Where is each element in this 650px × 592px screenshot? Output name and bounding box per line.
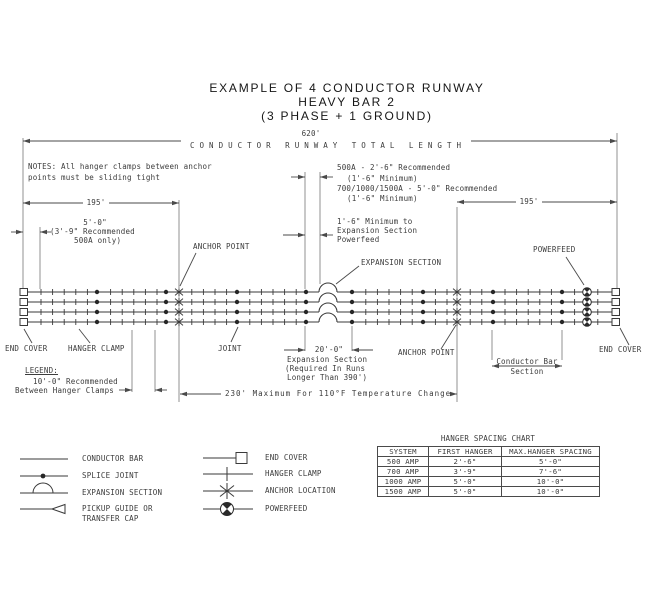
dim-bar-section-line1: Conductor Bar [496, 357, 558, 366]
expansion-arc [319, 303, 337, 312]
legend-pickup-guide-symbol [52, 505, 65, 514]
splice-joint [304, 320, 308, 324]
splice-joint [350, 290, 354, 294]
dim-first-hanger-line1: 5'-0" [83, 218, 107, 227]
dim-bar-section-line2: Section [510, 367, 544, 376]
table-cell: 1000 AMP [378, 477, 429, 487]
dimension-arrow [298, 175, 305, 179]
table-cell: 5'-0" [502, 457, 600, 467]
leader-line [231, 327, 238, 342]
dim-expansion-min-line3: Powerfeed [337, 235, 380, 244]
dimension-arrow [457, 200, 464, 204]
leader-line [620, 328, 629, 345]
splice-joint [350, 300, 354, 304]
notes-line1: NOTES: All hanger clamps between anchor [28, 162, 212, 171]
dim-powerfeed-line1: 500A - 2'-6" Recommended [337, 163, 451, 172]
splice-joint [95, 300, 99, 304]
end-cover [20, 289, 28, 296]
splice-joint [350, 310, 354, 314]
dimension-arrow [320, 175, 327, 179]
table-header-row [378, 447, 600, 457]
dim-powerfeed-line2: (1'-6" Minimum) [347, 174, 418, 183]
splice-joint [421, 310, 425, 314]
splice-joint [95, 310, 99, 314]
table-cell: 7'-6" [502, 467, 600, 477]
splice-joint [421, 320, 425, 324]
legend-label-expansion-section: EXPANSION SECTION [82, 488, 163, 497]
legend-end-cover-symbol [236, 453, 247, 464]
dim-expansion-value: 20'-0" [314, 345, 344, 354]
end-cover [20, 309, 28, 316]
table-row [378, 477, 600, 487]
callout-anchor-point-right: ANCHOR POINT [398, 348, 455, 357]
end-cover [612, 319, 620, 326]
splice-joint [164, 300, 168, 304]
legend-label-end-cover: END COVER [265, 453, 308, 462]
splice-joint [560, 320, 564, 324]
splice-joint [164, 320, 168, 324]
table-header-cell: SYSTEM [378, 447, 429, 457]
table-cell: 700 AMP [378, 467, 429, 477]
dim-first-hanger-line3: 500A only) [74, 236, 122, 245]
splice-joint [95, 320, 99, 324]
dim-expansion-min-line1: 1'-6" Minimum to [337, 217, 413, 226]
callout-hanger-clamp: HANGER CLAMP [68, 344, 125, 353]
callout-expansion-section: EXPANSION SECTION [361, 258, 442, 267]
splice-joint [304, 300, 308, 304]
splice-joint [560, 300, 564, 304]
splice-joint [421, 300, 425, 304]
leader-line [336, 266, 359, 284]
dim-expansion-min-line2: Expansion Section [337, 226, 418, 235]
legend-label-hanger-clamp: HANGER CLAMP [265, 469, 322, 478]
hanger-spacing-table [377, 446, 600, 497]
leader-line [24, 329, 32, 343]
dimension-arrow [352, 348, 359, 352]
legend-note-line2: Between Hanger Clamps [15, 386, 115, 395]
table-cell: 3'-9" [429, 467, 502, 477]
end-cover [20, 299, 28, 306]
splice-joint [491, 300, 495, 304]
splice-joint [235, 310, 239, 314]
legend-note-line1: 10'-0" Recommended [33, 377, 118, 386]
callout-powerfeed: POWERFEED [533, 245, 576, 254]
dim-max-run: 230' Maximum For 110°F Temperature Change [225, 389, 452, 398]
table-row [378, 457, 600, 467]
table-header-cell: MAX.HANGER SPACING [502, 447, 600, 457]
end-cover [20, 319, 28, 326]
splice-joint [491, 310, 495, 314]
dim-powerfeed-line3: 700/1000/1500A - 5'-0" Recommended [337, 184, 498, 193]
table-cell: 5'-0" [429, 477, 502, 487]
end-cover [612, 289, 620, 296]
dim-expansion-note-line1: Expansion Section [287, 355, 368, 364]
dimension-arrow [172, 201, 179, 205]
dimension-arrow [16, 230, 23, 234]
dimension-arrow [298, 348, 305, 352]
legend-label-pickup-line1: PICKUP GUIDE OR [82, 504, 153, 513]
legend-label-powerfeed: POWERFEED [265, 504, 308, 513]
legend-expansion-section-symbol [33, 483, 53, 493]
end-cover [612, 309, 620, 316]
dimension-arrow [610, 200, 617, 204]
notes-line2: points must be sliding tight [28, 173, 161, 182]
expansion-arc [319, 283, 337, 292]
table-cell: 10'-0" [502, 477, 600, 487]
expansion-arc [319, 293, 337, 302]
splice-joint [304, 310, 308, 314]
legend-label-pickup-line2: TRANSFER CAP [82, 514, 139, 523]
dimension-arrow [23, 201, 30, 205]
legend-label-splice-joint: SPLICE JOINT [82, 471, 139, 480]
splice-joint [235, 290, 239, 294]
leader-line [441, 325, 456, 349]
legend-label-conductor-bar: CONDUCTOR BAR [82, 454, 144, 463]
dimension-arrow [125, 388, 132, 392]
dimension-arrow [298, 233, 305, 237]
table-cell: 5'-0" [429, 487, 502, 497]
callout-joint: JOINT [218, 344, 242, 353]
splice-joint [491, 290, 495, 294]
dim-total-label: CONDUCTOR RUNWAY TOTAL LENGTH [190, 141, 466, 150]
expansion-arc [319, 313, 337, 322]
dimension-arrow [180, 392, 187, 396]
leader-line [79, 329, 90, 343]
table-cell: 1500 AMP [378, 487, 429, 497]
splice-joint [95, 290, 99, 294]
drawing-title-line3: (3 PHASE + 1 GROUND) [261, 109, 433, 123]
table-row [378, 467, 600, 477]
dimension-arrow [610, 139, 617, 143]
splice-joint [164, 310, 168, 314]
splice-joint [304, 290, 308, 294]
end-cover [612, 299, 620, 306]
table-cell: 500 AMP [378, 457, 429, 467]
splice-joint [350, 320, 354, 324]
legend-label-anchor-location: ANCHOR LOCATION [265, 486, 336, 495]
callout-end-cover-left: END COVER [5, 344, 48, 353]
leader-line [180, 253, 196, 286]
legend-note-title: LEGEND: [25, 366, 59, 375]
leader-line [566, 257, 584, 285]
callout-anchor-point-left: ANCHOR POINT [193, 242, 250, 251]
table-cell: 10'-0" [502, 487, 600, 497]
splice-joint [560, 310, 564, 314]
splice-joint [164, 290, 168, 294]
dim-expansion-note-line2: (Required In Runs [285, 364, 366, 373]
dim-left-run: 195' [86, 198, 106, 207]
legend-splice-joint-symbol [41, 474, 46, 479]
dim-right-run: 195' [519, 197, 539, 206]
table-title: HANGER SPACING CHART [440, 434, 536, 443]
dim-expansion-note-line3: Longer Than 390') [287, 373, 368, 382]
splice-joint [235, 320, 239, 324]
dimension-arrow [320, 233, 327, 237]
dimension-arrow [155, 388, 162, 392]
splice-joint [421, 290, 425, 294]
dimension-arrow [23, 139, 30, 143]
table-header-cell: FIRST HANGER [429, 447, 502, 457]
table-row [378, 487, 600, 497]
splice-joint [560, 290, 564, 294]
dim-first-hanger-line2: (3'-9" Recommended [50, 227, 135, 236]
splice-joint [491, 320, 495, 324]
splice-joint [235, 300, 239, 304]
drawing-title-line2: HEAVY BAR 2 [298, 95, 396, 109]
dim-total-value: 620' [301, 129, 321, 138]
callout-end-cover-right: END COVER [599, 345, 642, 354]
table-cell: 2'-6" [429, 457, 502, 467]
dim-powerfeed-line4: (1'-6" Minimum) [347, 194, 418, 203]
dimension-arrow [40, 230, 47, 234]
drawing-title-line1: EXAMPLE OF 4 CONDUCTOR RUNWAY [209, 81, 485, 95]
